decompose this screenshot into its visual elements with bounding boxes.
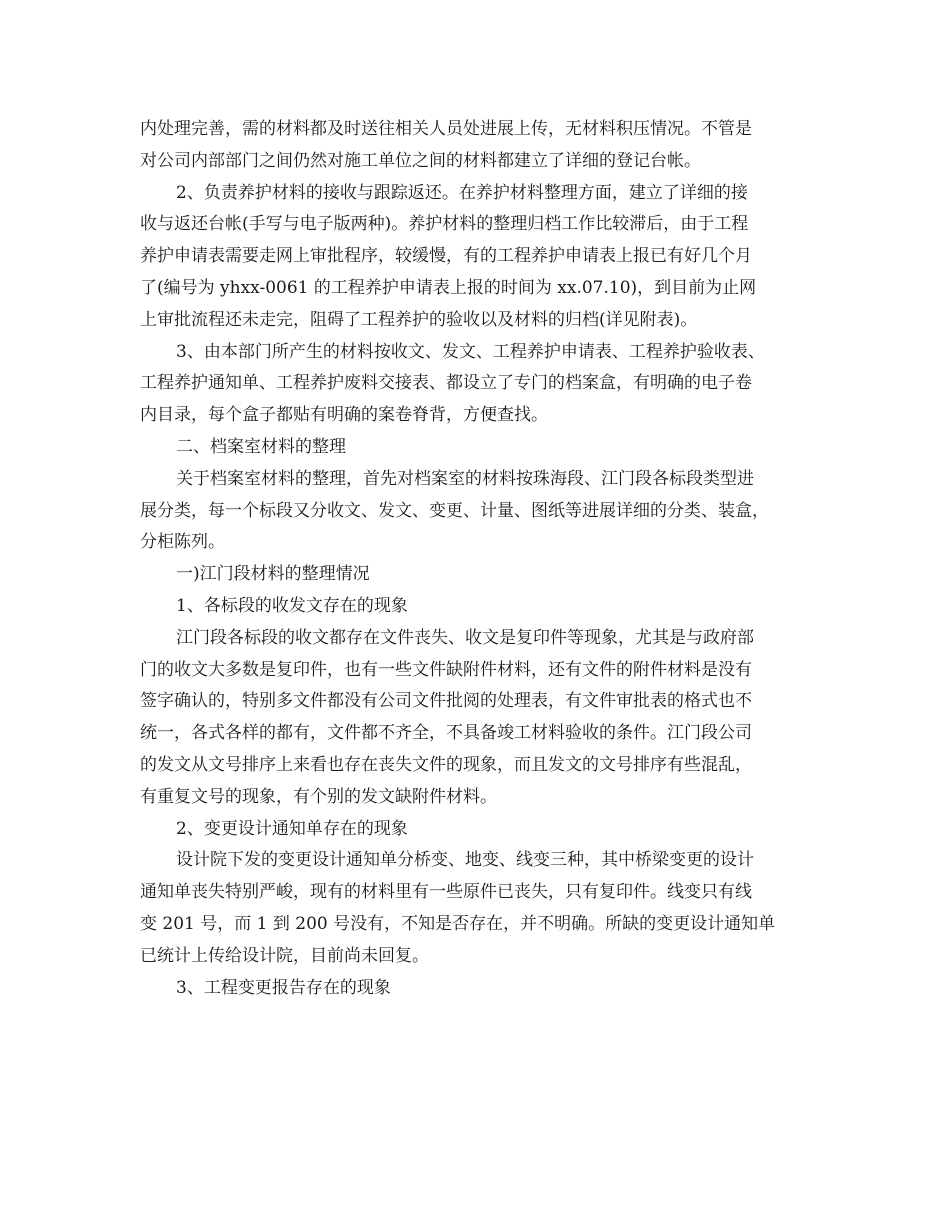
text-line: 内目录，每个盒子都贴有明确的案卷脊背，方便查找。	[140, 405, 548, 426]
text-line: 展分类，每一个标段又分收文、发文、变更、计量、图纸等进展详细的分类、装盒，	[140, 500, 769, 521]
text-line: 有重复文号的现象，有个别的发文缺附件材料。	[140, 786, 497, 807]
item-heading: 1、各标段的收发文存在的现象	[176, 595, 408, 616]
text-line: 变 201 号，而 1 到 200 号没有，不知是否存在，并不明确。所缺的变更设计通知单	[140, 913, 776, 934]
text-line: 门的收文大多数是复印件，也有一些文件缺附件材料，还有文件的附件材料是没有	[140, 659, 752, 680]
paragraph-start-line: 2、负责养护材料的接收与跟踪返还。在养护材料整理方面，建立了详细的接	[176, 182, 748, 203]
paragraph-start-line: 关于档案室材料的整理，首先对档案室的材料按珠海段、江门段各标段类型进	[176, 468, 754, 489]
text-line: 对公司内部部门之间仍然对施工单位之间的材料都建立了详细的登记台帐。	[140, 150, 701, 171]
item-heading: 2、变更设计通知单存在的现象	[176, 818, 408, 839]
text-line: 已统计上传给设计院，目前尚未回复。	[140, 945, 429, 966]
subsection-heading: 一)江门段材料的整理情况	[176, 564, 370, 585]
text-line: 上审批流程还未走完，阻碍了工程养护的验收以及材料的归档(详见附表)。	[140, 309, 698, 330]
text-line: 了(编号为 yhxx-0061 的工程养护申请表上报的时间为 xx.07.10)，到目前为止网	[140, 277, 757, 298]
text-line: 统一，各式各样的都有，文件都不齐全，不具备竣工材料验收的条件。江门段公司	[140, 723, 752, 744]
text-line: 工程养护通知单、工程养护废料交接表、都设立了专门的档案盒，有明确的电子卷	[140, 373, 752, 394]
section-heading: 二、档案室材料的整理	[176, 436, 346, 457]
text-line: 签字确认的，特别多文件都没有公司文件批阅的处理表，有文件审批表的格式也不	[140, 691, 752, 712]
paragraph-start-line: 设计院下发的变更设计通知单分桥变、地变、线变三种，其中桥梁变更的设计	[176, 850, 754, 871]
text-line: 收与返还台帐(手写与电子版两种)。养护材料的整理归档工作比较滞后，由于工程	[140, 214, 749, 235]
item-heading: 3、工程变更报告存在的现象	[176, 977, 391, 998]
text-line: 的发文从文号排序上来看也存在丧失文件的现象，而且发文的文号排序有些混乱，	[140, 754, 752, 775]
text-line: 分柜陈列。	[140, 532, 225, 553]
text-line: 内处理完善，需的材料都及时送往相关人员处进展上传，无材料积压情况。不管是	[140, 119, 752, 139]
text-line: 通知单丧失特别严峻，现有的材料里有一些原件已丧失，只有复印件。线变只有线	[140, 882, 752, 903]
text-line: 养护申请表需要走网上审批程序，较缓慢，有的工程养护申请表上报已有好几个月	[140, 246, 752, 267]
paragraph-start-line: 3、由本部门所产生的材料按收文、发文、工程养护申请表、工程养护验收表、	[176, 341, 765, 362]
document-body	[140, 114, 820, 1004]
paragraph-start-line: 江门段各标段的收文都存在文件丧失、收文是复印件等现象，尤其是与政府部	[176, 627, 754, 648]
